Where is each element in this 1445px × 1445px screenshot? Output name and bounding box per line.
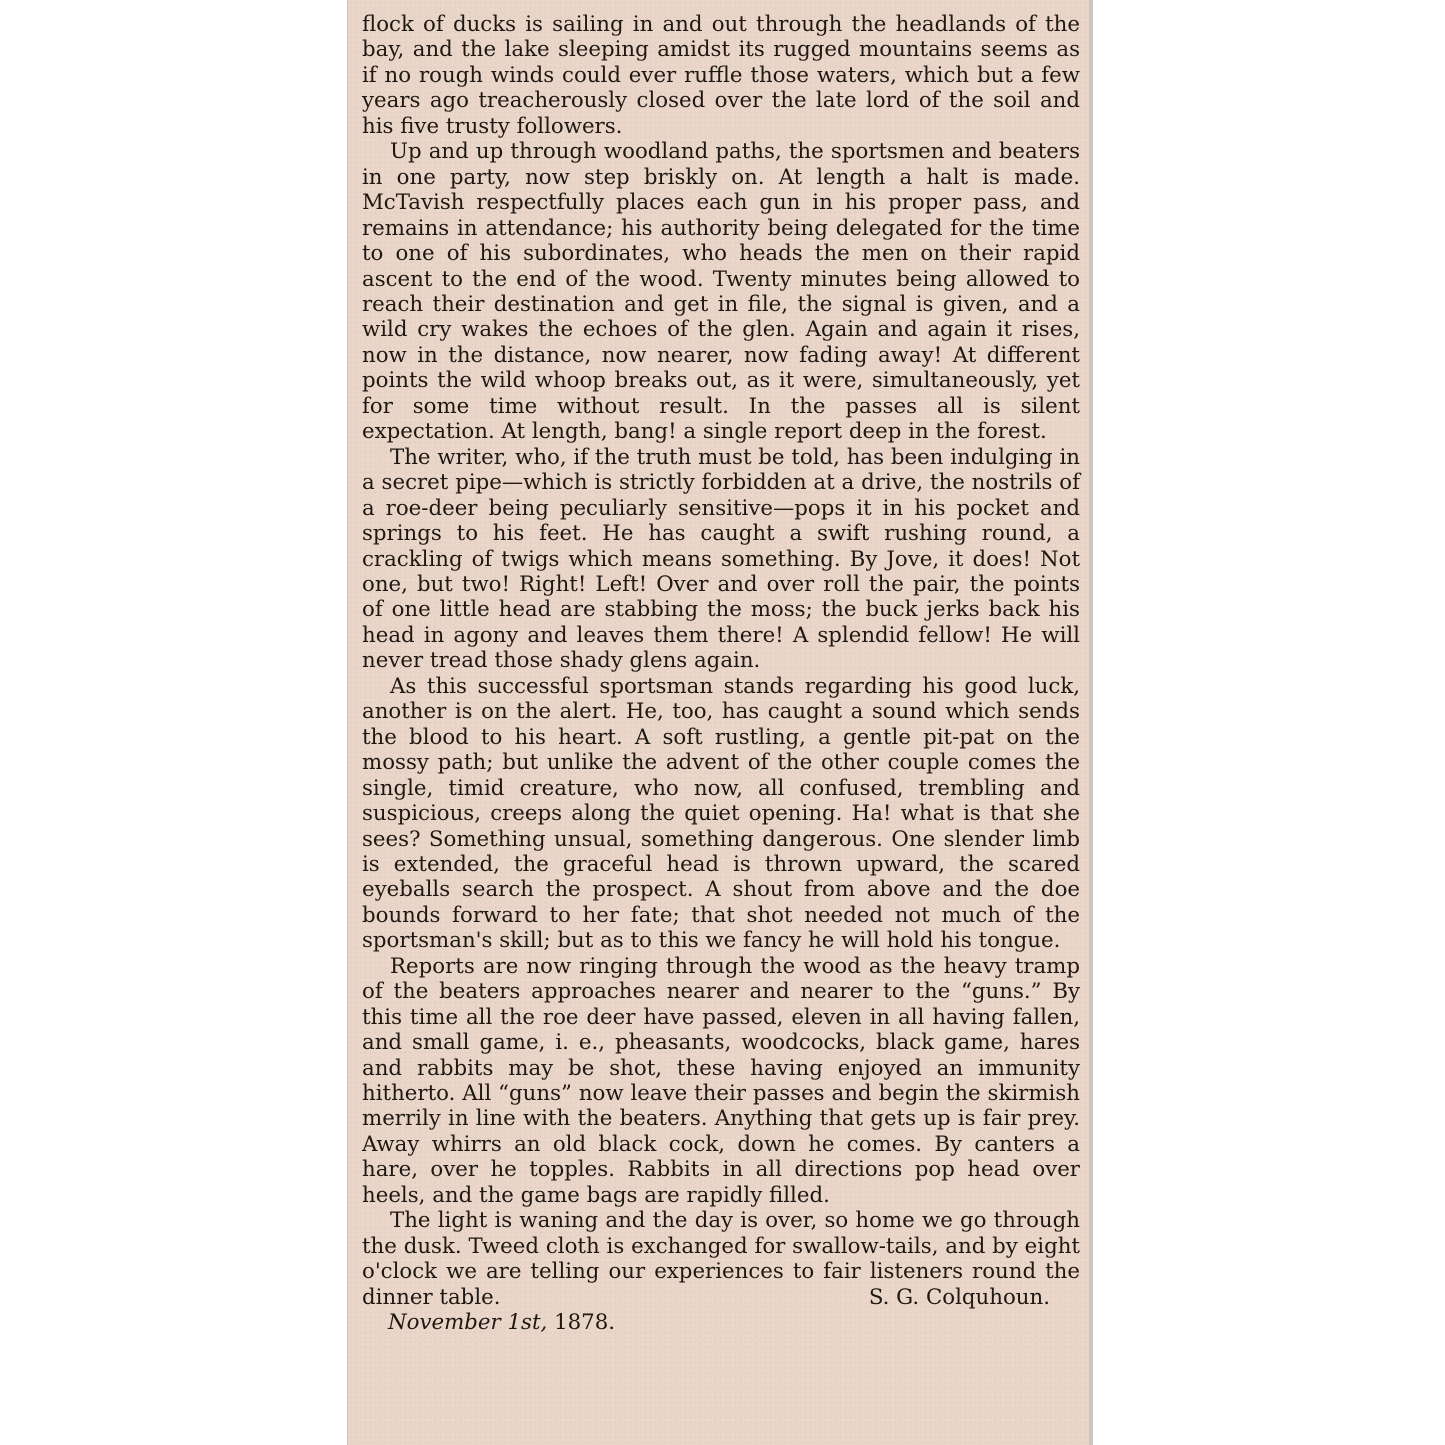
paragraph-6-text: The light is waning and the day is over, so home we go through the dusk. Tweed cloth is exchanged for swallow-tails, and by eight o'clock we are telling our experiences to fair listeners round the dinner table. [362, 1208, 1080, 1310]
paragraph-2: Up and up through woodland paths, the sportsmen and beaters in one party, now step briskly on. At length a halt is made. McTavish respectfully places each gun in his proper pass, and remains in attendance; his authority being delegated for the time to one of his subordinates, who heads the men on their rapid ascent to the end of the wood. Twenty minutes being allowed to reach their destination and get in file, the signal is given, and a wild cry wakes the echoes of the glen. Again and again it rises, now in the distance, now nearer, now fading away! At different points the wild whoop breaks out, as it were, simultaneously, yet for some time without result. In the passes all is silent expectation. At length, bang! a single report deep in the forest. [362, 139, 1080, 445]
article-body [362, 12, 1080, 1336]
paragraph-4: As this successful sportsman stands regarding his good luck, another is on the alert. He, too, has caught a sound which sends the blood to his heart. A soft rustling, a gentle pit-pat on the mossy path; but unlike the advent of the other couple comes the single, timid creature, who now, all confused, trembling and suspicious, creeps along the quiet opening. Ha! what is that she sees? Something unsual, something dangerous. One slender limb is extended, the graceful head is thrown upward, the scared eyeballs search the prospect. A shout from above and the doe bounds forward to her fate; that shot needed not much of the sportsman's skill; but as to this we fancy he will hold his tongue. [362, 673, 1080, 954]
paragraph-3: The writer, who, if the truth must be told, has been indulging in a secret pipe—which is strictly forbidden at a drive, the nostrils of a roe-deer being peculiarly sensitive—pops it in his pocket and springs to his feet. He has caught a swift rushing round, a crackling of twigs which means something. By Jove, it does! Not one, but two! Right! Left! Over and over roll the pair, the points of one little head are stabbing the moss; the buck jerks back his head in agony and leaves them there! A splendid fellow! He will never tread those shady glens again. [362, 444, 1080, 674]
date-year: 1878. [554, 1310, 616, 1336]
author-signature: S. G. Colquhoun. [868, 1284, 1050, 1310]
dateline [362, 1310, 1080, 1335]
newspaper-clipping [347, 0, 1093, 1445]
date-month-day: November 1st, [388, 1310, 548, 1336]
paragraph-1: flock of ducks is sailing in and out through the headlands of the bay, and the lake sleeping amidst its rugged mountains seems as if no rough winds could ever ruffle those waters, which but a few years ago treacherously closed over the late lord of the soil and his five trusty followers. [362, 12, 1080, 139]
paragraph-6 [362, 1208, 1080, 1310]
paragraph-5: Reports are now ringing through the wood as the heavy tramp of the beaters approaches nearer and nearer to the “guns.” By this time all the roe deer have passed, eleven in all having fallen, and small game, i. e., pheasants, woodcocks, black game, hares and rabbits may be shot, these having enjoyed an immunity hitherto. All “guns” now leave their passes and begin the skirmish merrily in line with the beaters. Anything that gets up is fair prey. Away whirrs an old black cock, down he comes. By canters a hare, over he topples. Rabbits in all directions pop head over heels, and the game bags are rapidly filled. [362, 953, 1080, 1208]
